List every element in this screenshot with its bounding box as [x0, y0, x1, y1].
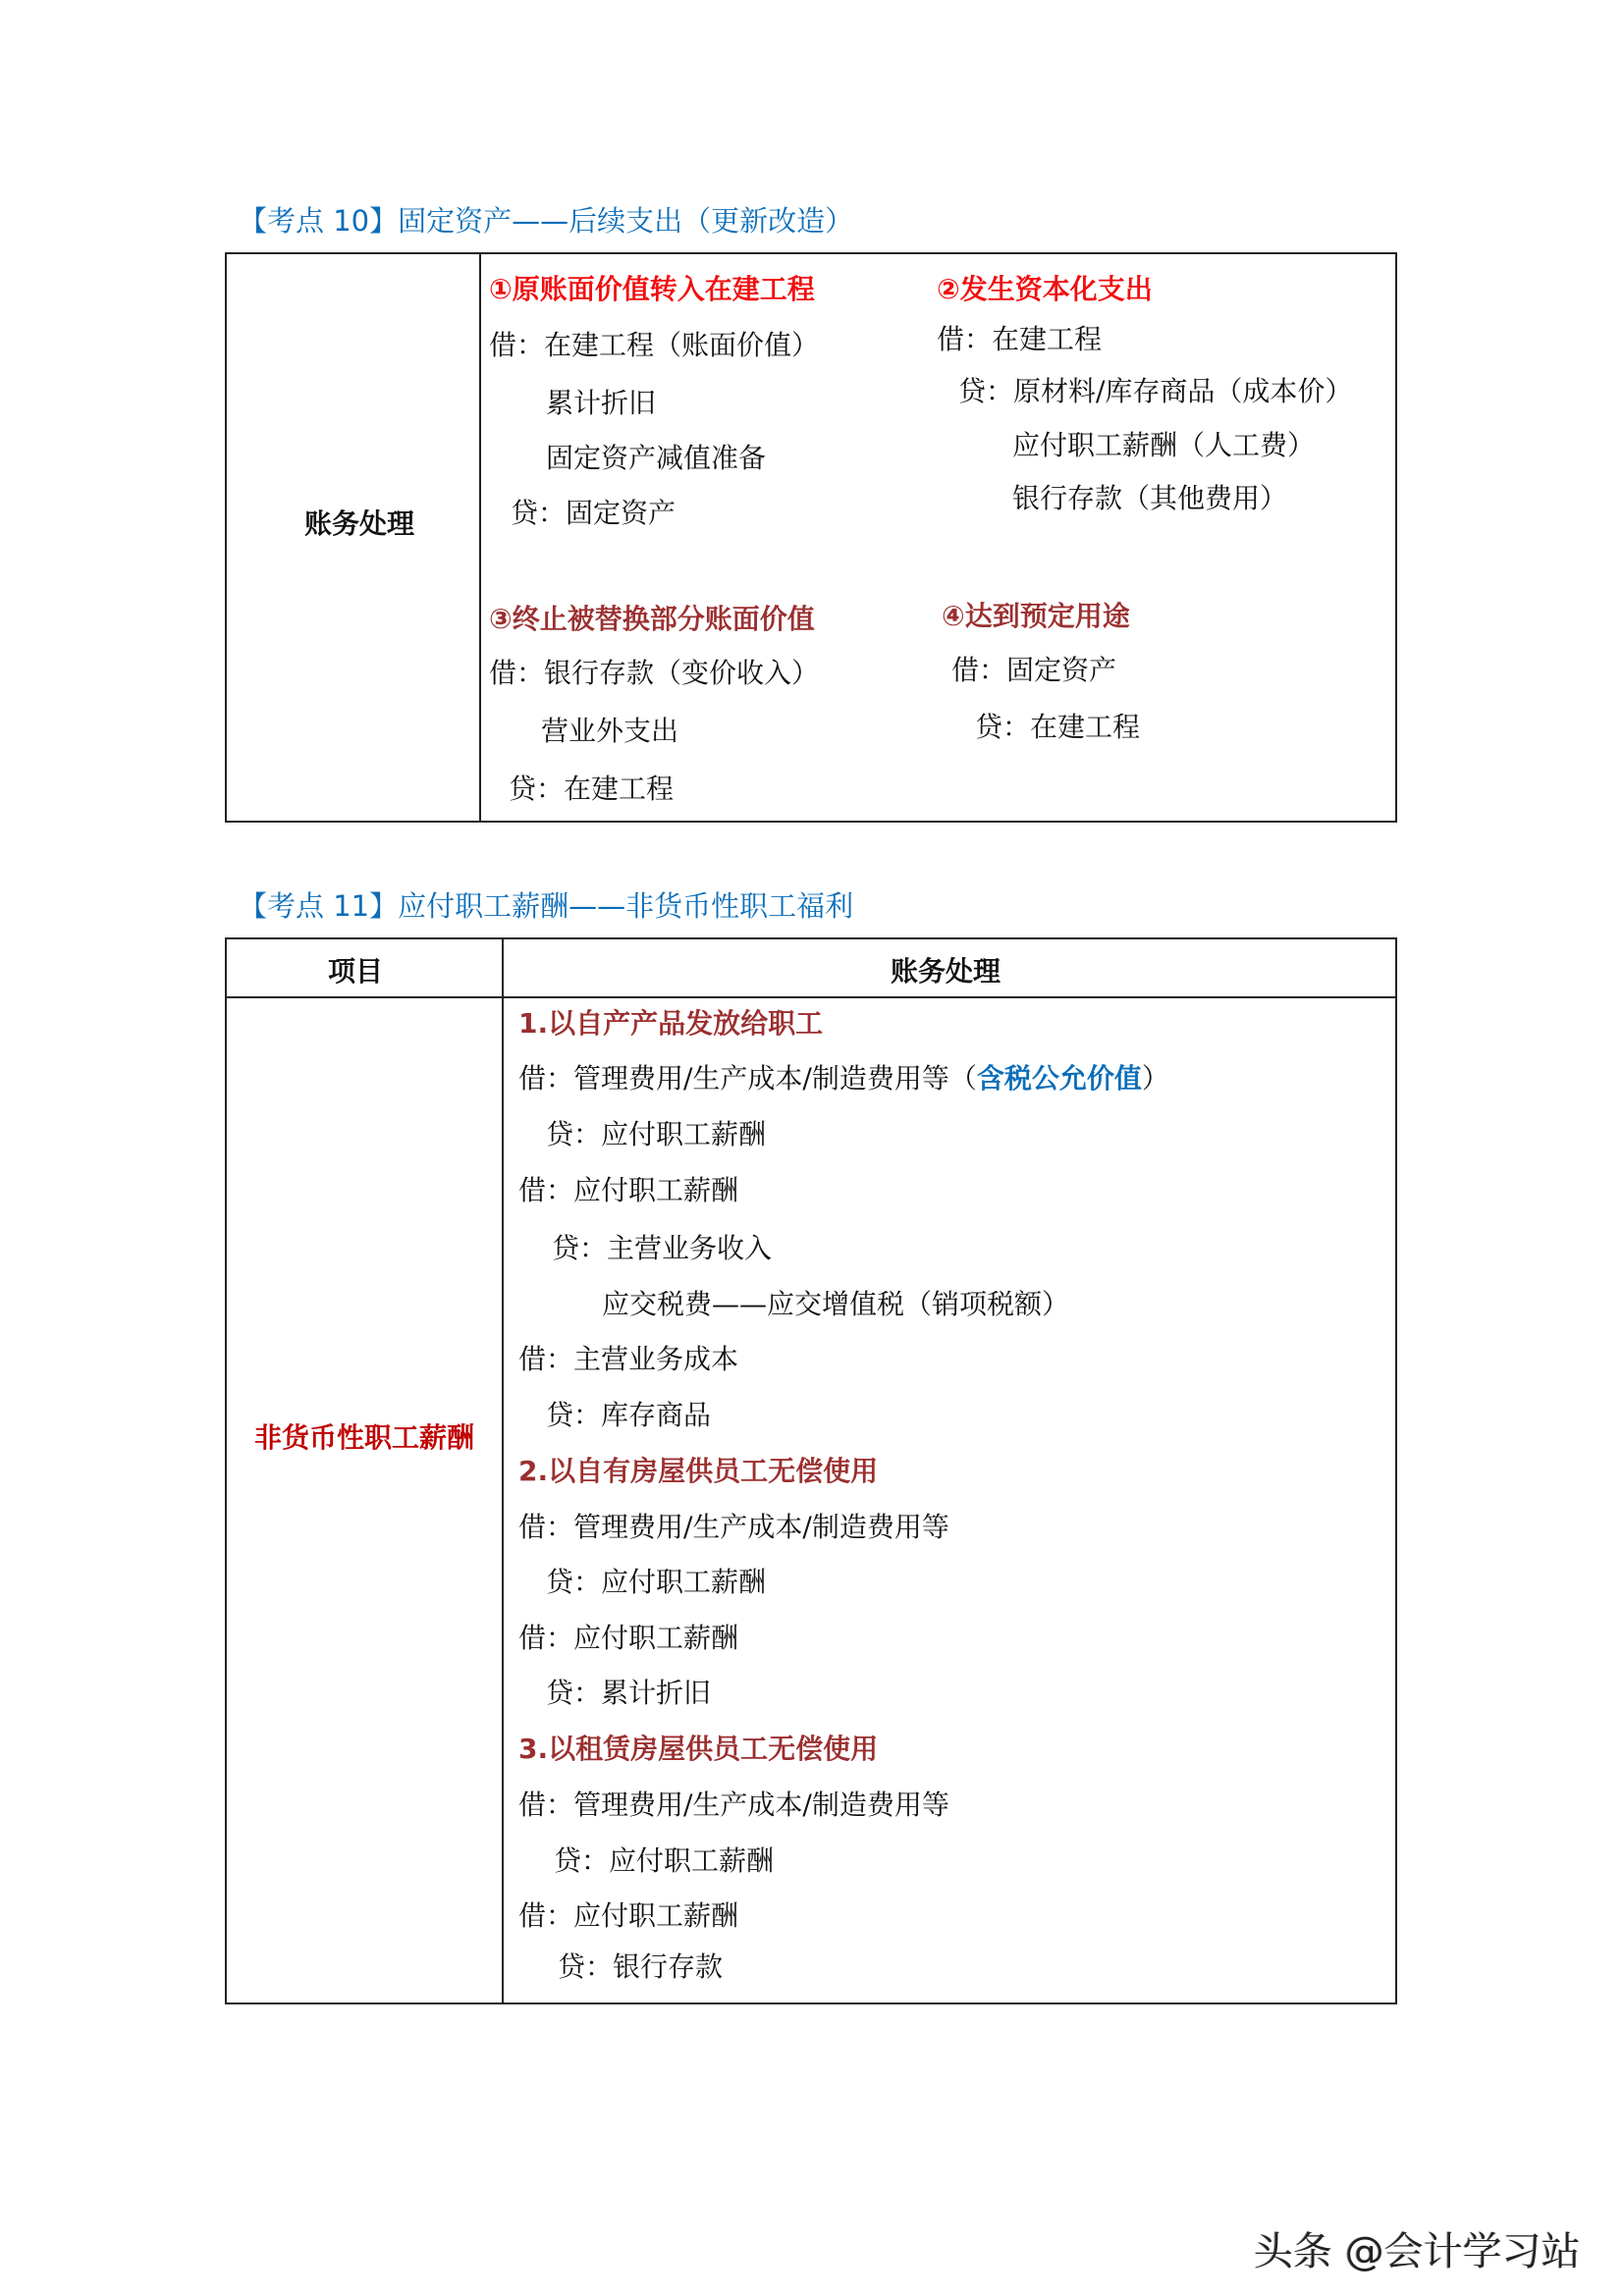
header-item: 项目 — [328, 955, 384, 988]
entry-line: 借：固定资产 — [951, 654, 1117, 686]
entry-line: 累计折旧 — [546, 387, 657, 419]
block4-heading: ④达到预定用途 — [942, 600, 1130, 632]
item3-heading: 3.以租赁房屋供员工无偿使用 — [518, 1733, 879, 1765]
item1-heading: 1.以自产产品发放给职工 — [518, 1007, 824, 1040]
entry-line: 贷：应付职工薪酬 — [554, 1844, 775, 1877]
entry-line: 借：应付职工薪酬 — [518, 1899, 739, 1932]
section1-title: 【考点 10】固定资产——后续支出（更新改造） — [239, 204, 854, 238]
entry-line: 贷：主营业务收入 — [552, 1232, 773, 1264]
entry-line: 营业外支出 — [541, 715, 679, 747]
entry-line: 应交税费——应交增值税（销项税额） — [602, 1288, 1070, 1320]
entry-line: 借：应付职工薪酬 — [518, 1622, 739, 1654]
entry-line: 贷：累计折旧 — [546, 1677, 712, 1709]
entry-line: 应付职工薪酬（人工费） — [1012, 429, 1316, 461]
entry-line: 贷：在建工程 — [975, 711, 1141, 743]
entry-line: 固定资产减值准备 — [546, 442, 767, 474]
entry-line: 借：应付职工薪酬 — [518, 1174, 739, 1206]
section2-title: 【考点 11】应付职工薪酬——非货币性职工福利 — [239, 889, 854, 923]
watermark: 头条 @会计学习站 — [1254, 2229, 1581, 2274]
row-label: 非货币性职工薪酬 — [254, 1421, 475, 1454]
entry-line: 银行存款（其他费用） — [1012, 482, 1288, 514]
highlight-fair-value: 含税公允价值 — [976, 1062, 1142, 1095]
entry-line: 借：在建工程 — [937, 323, 1103, 355]
entry-line: 贷：应付职工薪酬 — [546, 1118, 767, 1150]
entry-line: 贷：应付职工薪酬 — [546, 1566, 767, 1598]
entry-line: 借：银行存款（变价收入） — [489, 657, 820, 689]
table-column-divider — [502, 939, 504, 2002]
entry-line: 借：管理费用/生产成本/制造费用等 — [518, 1511, 949, 1543]
entry-line: 贷：库存商品 — [546, 1399, 712, 1431]
entry-line: 贷：固定资产 — [511, 497, 677, 529]
entry-line: 借：管理费用/生产成本/制造费用等（含税公允价值） — [518, 1062, 1169, 1095]
block3-heading: ③终止被替换部分账面价值 — [489, 603, 815, 635]
row-label: 账务处理 — [304, 507, 415, 540]
header-accounting: 账务处理 — [891, 955, 1001, 988]
section1-table — [225, 252, 1397, 823]
entry-line: 借：在建工程（账面价值） — [489, 329, 820, 361]
section2-table — [225, 937, 1397, 2004]
block1-heading: ①原账面价值转入在建工程 — [489, 273, 815, 305]
entry-line: 借：管理费用/生产成本/制造费用等 — [518, 1789, 949, 1821]
table-header-divider — [227, 996, 1395, 998]
block2-heading: ②发生资本化支出 — [937, 273, 1153, 305]
item2-heading: 2.以自有房屋供员工无偿使用 — [518, 1455, 879, 1487]
table-column-divider — [479, 254, 481, 821]
entry-line: 借：主营业务成本 — [518, 1343, 739, 1375]
entry-line: 贷：银行存款 — [558, 1950, 724, 1983]
entry-line: 贷：在建工程 — [509, 773, 675, 805]
entry-line: 贷：原材料/库存商品（成本价） — [958, 375, 1353, 407]
